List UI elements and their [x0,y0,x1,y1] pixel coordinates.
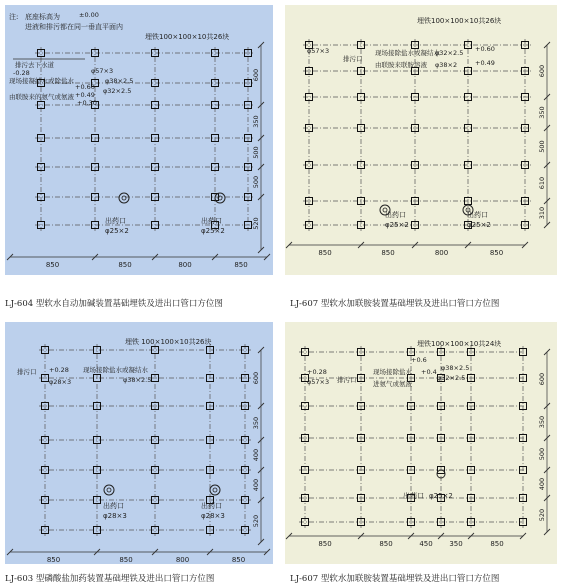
caption-lj607-b: LJ-607 型软水加联胺装置基础埋铁及进出口管口方位图 [290,574,500,584]
dimension-label: 850 [118,261,132,269]
dimension-label: 850 [490,540,504,548]
embed-label: 埋铁100×100×10共24块 [417,340,502,348]
outlet-1-dim: φ25×2 [429,492,453,500]
dimension-label: 800 [434,249,449,257]
panel-lj607-b [285,322,557,564]
outlet-1-label: 出药口 [385,211,406,219]
embed-label: 埋铁 100×100×10共26块 [125,338,212,346]
dim-b: φ38×2.5 [441,364,470,372]
dimension-label: 350 [449,540,463,548]
diagram-lj607-a [285,5,557,275]
outlet-2-dim: φ25×2 [467,221,491,229]
diagram-lj607-b [285,322,557,564]
panel-background [285,5,557,275]
dimension-label: 350 [538,415,546,429]
elev-3: +0.49 [75,91,95,99]
caption-lj607-a: LJ-607 型软水加联胺装置基础埋铁及进出口管口方位图 [290,299,500,309]
dimension-label: 520 [252,217,260,230]
drain-label: 排污口 [337,376,357,384]
drain-label: 排污去下水道 [15,61,54,69]
dimension-label: 850 [379,540,393,548]
outlet-1-dim: φ25×2 [105,227,129,235]
dim-c: φ32×2.5 [103,87,132,95]
drain-elev: +0.28 [307,368,327,376]
dimension-label: 600 [252,371,260,385]
elev-1: -0.28 [13,69,30,77]
elev-4: +0.30 [77,99,97,107]
dimension-label: 500 [252,146,260,159]
pipe-label-2: 由联胺来的氨气或氨液 [9,93,74,101]
diagram-lj603 [5,322,273,564]
pipe-label-2: 进氨气或氨液 [373,380,412,388]
dimension-label: 850 [381,249,395,257]
pipe-label-1: 现场接除盐水 [373,368,412,376]
panel-background [5,5,273,275]
dimension-label: 310 [538,206,546,220]
dim-a: φ57×3 [307,47,330,55]
dimension-label: 800 [175,556,190,564]
pipe-dim: φ38×2.5 [123,376,152,384]
dimension-label: 850 [489,249,504,257]
dimension-label: 520 [252,514,260,528]
pipe-label-1: 现场接凝结水或除盐水 [9,77,74,85]
outlet-1-label: 出药口 [105,217,126,225]
outlet-2-label: 出药口 [201,502,222,510]
elev-2: +0.49 [475,59,495,67]
outlet-1-dim: φ25×2 [385,221,409,229]
dimension-label: 500 [538,140,546,153]
note-line1: 底座标高为 [25,13,60,21]
pipe-label-1: 现场接除盐水或凝结水 [83,366,148,374]
pipe-label-2: 由联胺来联胺溶液 [375,61,427,69]
outlet-2-label: 出药口 [201,217,222,225]
embed-label: 埋铁100×100×10共26块 [417,17,502,25]
dim-a: φ57×3 [91,67,114,75]
outlet-2-dim: φ25×2 [201,227,225,235]
elev-1: +0.60 [475,45,495,53]
panel-lj603 [5,322,273,564]
note-line2: 进液和排污都在同一垂直平面内 [25,23,123,31]
drain-label: 排污口 [17,368,37,376]
embed-label: 埋铁100×100×10共26块 [145,33,230,41]
drain-dim: φ57×3 [307,378,330,386]
dimension-label: 800 [178,261,192,269]
dimension-label: 400 [252,448,260,462]
dimension-label: 350 [538,106,546,119]
pipe-label-1: 现场接除盐水或凝结水 [375,49,440,57]
dimension-label: 500 [538,447,546,461]
diagram-lj604 [5,5,273,275]
outlet-1-dim: φ28×3 [103,512,127,520]
dimension-label: 850 [318,249,332,257]
panel-lj607-a [285,5,557,275]
dimension-label: 600 [538,372,546,386]
elev-2: +0.4 [421,368,437,376]
dim-c: φ38×2 [435,61,458,69]
dim-b: φ38×2.5 [105,77,134,85]
dimension-label: 350 [252,115,260,128]
dimension-label: 850 [318,540,332,548]
outlet-2-dim: φ28×3 [201,512,225,520]
dimension-label: 400 [538,477,546,491]
elev-2: +0.60 [75,83,95,91]
dimension-label: 500 [252,175,260,189]
caption-lj603: LJ-603 型磷酸盐加药装置基础埋铁及进出口管口方位图 [5,574,215,584]
dimension-label: 400 [252,478,260,492]
dimension-label: 850 [231,556,246,564]
dim-c: φ32×2.5 [437,374,466,382]
outlet-1-label: 出药口 [103,502,124,510]
dimension-label: 450 [419,540,433,548]
drain-label: 排污口 [343,55,363,63]
outlet-2-label: 出药口 [467,211,488,219]
dimension-label: 350 [252,416,260,430]
dimension-label: 850 [119,556,133,564]
panel-lj604 [5,5,273,275]
dimension-label: 850 [234,261,248,269]
caption-lj604: LJ-604 型软水自动加碱装置基础埋铁及进出口管口方位图 [5,299,223,309]
dimension-label: 610 [538,176,546,190]
dimension-label: 850 [45,261,60,269]
drain-dim: φ28×3 [49,378,72,386]
note-label: 注: [9,13,19,21]
dimension-label: 600 [252,68,260,82]
drain-elev: +0.28 [49,366,69,374]
dimension-label: 520 [538,508,546,522]
dimension-label: 600 [538,64,546,78]
elev-1: +0.6 [411,356,427,364]
dimension-label: 850 [46,556,61,564]
note-elevation: ±0.00 [79,11,99,19]
outlet-1-label: 出药口 [403,492,424,500]
dim-b: φ32×2.5 [435,49,464,57]
